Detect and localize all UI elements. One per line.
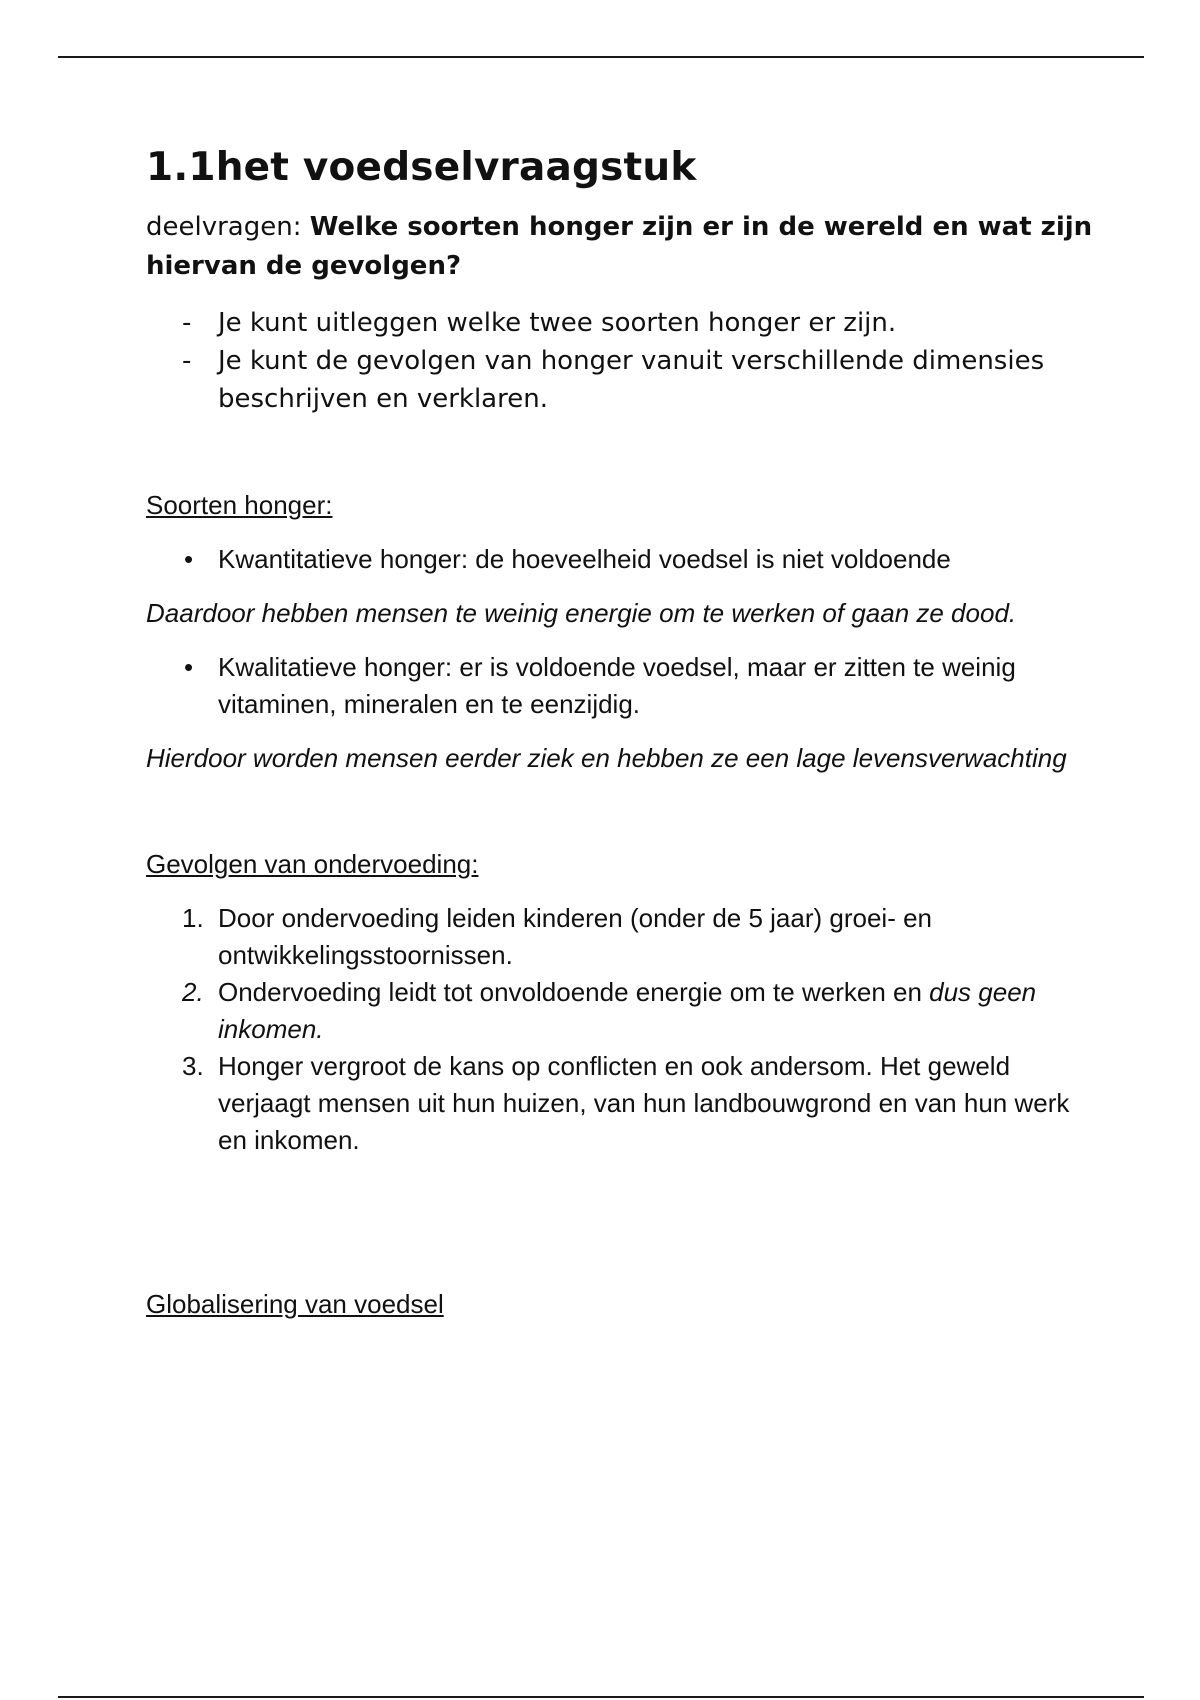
list-item	[146, 1048, 1096, 1159]
list-number: 1.	[182, 903, 204, 933]
document-body	[146, 140, 1096, 1323]
section-heading-consequences: Gevolgen van ondervoeding:	[146, 849, 479, 879]
learning-goal	[146, 342, 1096, 418]
learning-goal-text: Je kunt uitleggen welke twee soorten honger er zijn.	[218, 308, 897, 338]
subquestion-text: Welke soorten honger zijn er in de wereld en wat zijn hiervan de gevolgen?	[146, 212, 1093, 281]
list-number: 3.	[182, 1051, 204, 1081]
consequences-list	[146, 900, 1096, 1159]
subquestion	[146, 208, 1096, 286]
consequence-text: Honger vergroot de kans op conflicten en ook andersom. Het geweld verjaagt mensen uit hun huizen, van hun landbouwgrond en van hun werk en inkomen.	[218, 1051, 1070, 1155]
qualitative-hunger-text: Kwalitatieve honger: er is voldoende voedsel, maar er zitten te weinig vitaminen, mineralen en te eenzijdig.	[218, 652, 1016, 719]
quantitative-hunger-note: Daardoor hebben mensen te weinig energie om te werken of gaan ze dood.	[146, 598, 1017, 628]
consequence-text: Ondervoeding leidt tot onvoldoende energie om te werken en	[218, 977, 930, 1007]
dash-marker: -	[182, 346, 192, 376]
subquestion-label: deelvragen:	[146, 212, 310, 242]
top-rule	[58, 56, 1144, 58]
qualitative-hunger-note: Hierdoor worden mensen eerder ziek en hebben ze een lage levensverwachting	[146, 743, 1067, 773]
hunger-types-list-1	[146, 541, 1096, 578]
list-item	[146, 541, 1096, 578]
bullet-marker: •	[184, 544, 194, 574]
dash-marker: -	[182, 308, 192, 338]
list-item	[146, 974, 1096, 1048]
section-heading-globalisation: Globalisering van voedsel	[146, 1289, 444, 1319]
page-title: 1.1het voedselvraagstuk	[146, 145, 697, 190]
hunger-types-list-2	[146, 649, 1096, 723]
quantitative-hunger-text: Kwantitatieve honger: de hoeveelheid voedsel is niet voldoende	[218, 544, 951, 574]
learning-goal	[146, 304, 1096, 342]
bottom-rule	[58, 1696, 1144, 1698]
learning-goals-list	[146, 304, 1096, 418]
consequence-text: Door ondervoeding leiden kinderen (onder de 5 jaar) groei- en ontwikkelingsstoornissen.	[218, 903, 933, 970]
list-item	[146, 649, 1096, 723]
consequence-italic-tail: dus geen inkomen.	[218, 977, 1037, 1044]
bullet-marker: •	[184, 652, 194, 682]
list-item	[146, 900, 1096, 974]
learning-goal-text: Je kunt de gevolgen van honger vanuit verschillende dimensies beschrijven en verklaren.	[218, 346, 1045, 414]
list-number: 2.	[182, 977, 204, 1007]
section-heading-hunger-types: Soorten honger:	[146, 490, 333, 520]
